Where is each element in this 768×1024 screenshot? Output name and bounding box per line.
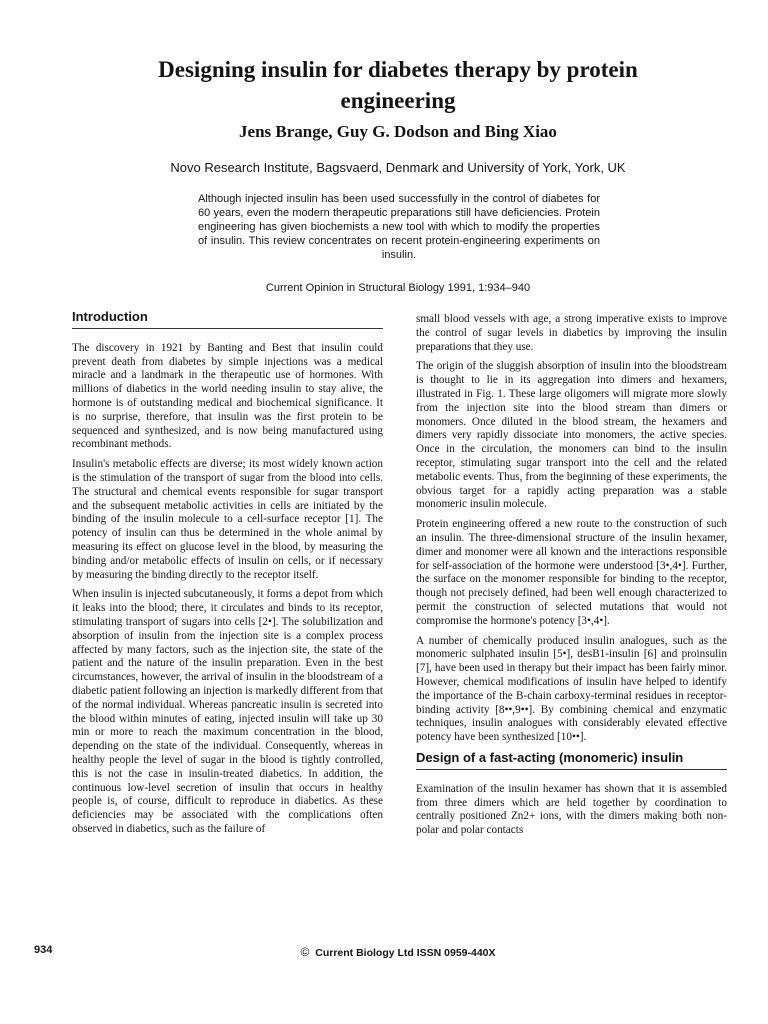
paragraph: The origin of the sluggish absorption of insulin into the bloodstream is thought to lie in its aggregation into dimers and hexamers, illustrated in Fig. 1. These large oligomers will migrate more slowly from the injection site into the blood stream than dimers or monomers. Once diluted in the blood stream, the hexamers and dimers very rapidly dissociate into monomers, the active species. Once in the circulation, the monomers can bind to the insulin receptor, stimulating sugar transport into the cell and the related metabolic events. Thus, from the beginning of these experiments, the obvious target for a rapidly acting preparation was a stable monomeric insulin molecule. — [416, 360, 727, 511]
paragraph: small blood vessels with age, a strong imperative exists to improve the control of sugar levels in diabetics by improving the insulin preparations that they use. — [416, 313, 727, 353]
left-column — [72, 310, 383, 843]
paragraph: Insulin's metabolic effects are diverse; its most widely known action is the stimulation of the transport of sugar from the blood into cells. The structural and chemical events responsible for sugar transport and the subsequent metabolic activities in cells are initiated by the binding of the insulin molecule to a cell-surface receptor [1]. The potency of insulin can thus be determined in the whole animal by measuring its effect on glucose level in the blood, by measuring the binding and/or metabolic effects of insulin on cells, or if necessary by measuring the binding directly to the receptor itself. — [72, 458, 383, 581]
paragraph: A number of chemically produced insulin analogues, such as the monomeric sulphated insulin [5•], desB1-insulin [6] and proinsulin [7], have been used in therapy but their impact has been fairly minor. However, chemical modifications of insulin have helped to identify the importance of the B-chain carboxy-terminal residues in receptor-binding activity [8••,9••]. By combining chemical and enzymatic techniques, insulin analogues with considerably elevated effective potency have been synthesized [10••]. — [416, 634, 727, 744]
design-heading: Design of a fast-acting (monomeric) insulin — [416, 751, 727, 770]
abstract: Although injected insulin has been used successfully in the control of diabetes for 60 years, even the modern therapeutic preparations still have deficiencies. Protein engineering has given biochemists a new tool with which to modify the properties of insulin. This review concentrates on recent protein-engineering experiments on insulin. — [198, 193, 600, 261]
paragraph: The discovery in 1921 by Banting and Best that insulin could prevent death from diabetes by simple injections was a medical miracle and a landmark in the therapeutic use of hormones. With millions of diabetics in the world needing insulin to stay alive, the hormone is of outstanding medical and biochemical significance. It is no surprise, therefore, that insulin was the first protein to be sequenced and synthesized, and is now being manufactured using recombinant methods. — [72, 341, 383, 451]
footer — [150, 945, 646, 959]
publisher-line: Current Biology Ltd ISSN 0959-440X — [315, 947, 496, 959]
paragraph: Protein engineering offered a new route to the construction of such an insulin. The three-dimensional structure of the insulin hexamer, dimer and monomer were all known and the interactions responsible for self-association of the hormone were understood [3•,4•]. Further, the surface on the monomer responsible for binding to the receptor, though not precisely defined, had been well enough characterized to permit the construction of selected mutations that would not compromise the hormone's potency [3•,4•]. — [416, 518, 727, 627]
authors: Jens Brange, Guy G. Dodson and Bing Xiao — [239, 122, 557, 141]
copyright-symbol: © — [300, 945, 310, 959]
page-number: 934 — [34, 944, 53, 956]
paragraph: Examination of the insulin hexamer has shown that it is assembled from three dimers which are held together by coordination to centrally positioned Zn2+ ions, with the dimers making both non-polar and polar contacts — [416, 782, 727, 837]
introduction-heading: Introduction — [72, 310, 383, 329]
paragraph: When insulin is injected subcutaneously, it forms a depot from which it leaks into the blood; there, it circulates and binds to its receptor, stimulating transport of sugars into cells [2•]. The solubilization and absorption of insulin from the injection site is a complex process affected by many factors, such as the injection site, the state of the patient and the nature of the insulin preparation. Even in the best circumstances, however, the arrival of insulin in the bloodstream of a diabetic patient following an injection is markedly different from that of the normal individual. Whereas pancreatic insulin is secreted into the blood within minutes of eating, injected insulin will take up 30 min or more to reach the maximum concentration in the blood, depending on the state of the individual. Consequently, whereas in healthy people the level of sugar in the blood is tightly controlled, this is not the case in insulin-treated diabetics. In addition, the continuous low-level secretion of insulin that occurs in healthy people is, of course, difficult to reproduce in diabetics. As these deficiencies may be associated with the complications often observed in diabetics, such as the failure of — [72, 588, 383, 835]
right-column — [416, 313, 727, 844]
article-title: Designing insulin for diabetes therapy by protein engineering — [158, 57, 638, 113]
affiliation: Novo Research Institute, Bagsvaerd, Denmark and University of York, York, UK — [170, 160, 626, 175]
journal-citation: Current Opinion in Structural Biology 1991, 1:934–940 — [265, 282, 531, 294]
